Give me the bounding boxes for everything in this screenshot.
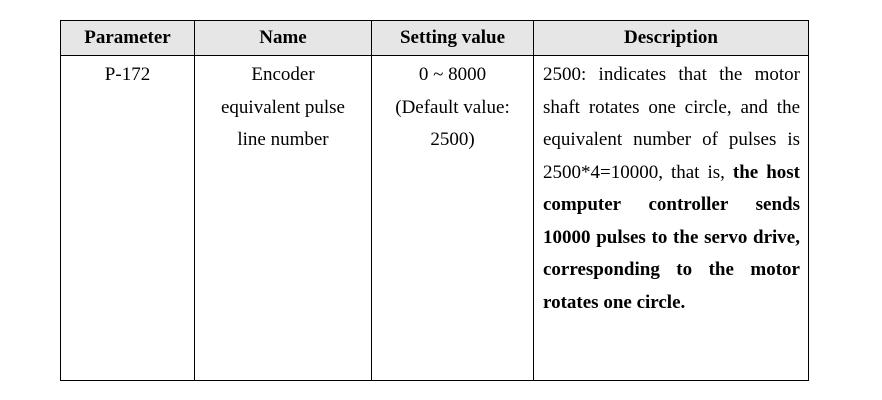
header-setting-value: Setting value xyxy=(372,21,534,56)
table-header-row xyxy=(61,21,809,56)
table-row xyxy=(61,56,809,381)
header-name: Name xyxy=(195,21,372,56)
header-description: Description xyxy=(534,21,809,56)
name-line: equivalent pulse xyxy=(221,96,345,118)
cell-name xyxy=(195,56,372,381)
cell-description xyxy=(534,56,809,381)
name-line: line number xyxy=(237,129,329,150)
cell-parameter xyxy=(61,56,195,381)
setting-line: 0 ~ 8000 xyxy=(418,64,487,85)
parameter-table xyxy=(60,20,809,381)
parameter-code: P-172 xyxy=(104,64,151,85)
header-parameter: Parameter xyxy=(61,21,195,56)
name-line: Encoder xyxy=(251,64,315,85)
setting-line: 2500) xyxy=(430,129,475,150)
description-bold-text: the host computer controller sends 10000 pulses to the servo drive, corresponding to the motor rotates one circle. xyxy=(543,161,800,313)
description-text: 2500: indicates that the motor shaft rotates one circle, and the equivalent number of pulses is 2500*4=10000, that is, xyxy=(543,64,800,183)
cell-setting-value xyxy=(372,56,534,381)
setting-line: (Default value: xyxy=(395,96,510,118)
